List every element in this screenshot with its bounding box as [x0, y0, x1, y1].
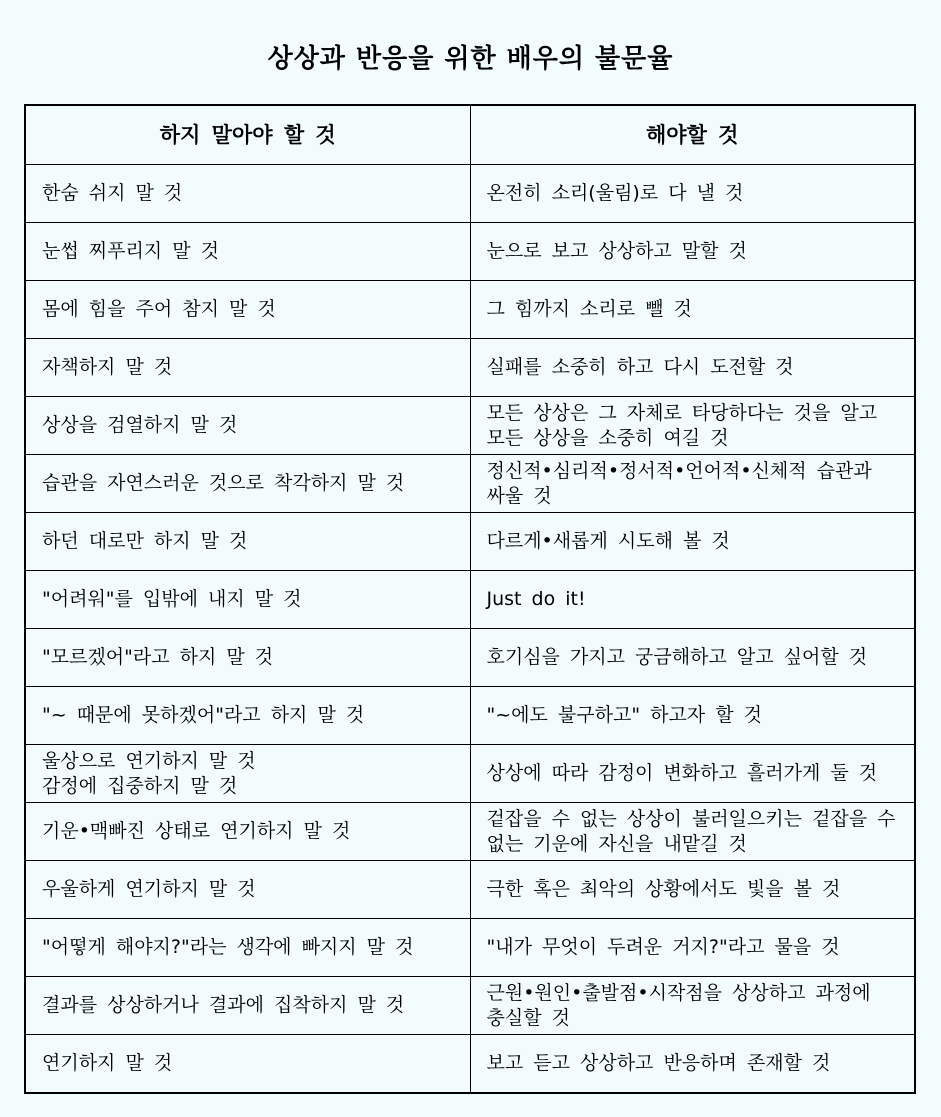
table-row [25, 803, 915, 861]
dont-cell: 기운•맥빠진 상태로 연기하지 말 것 [25, 803, 470, 861]
page-title: 상상과 반응을 위한 배우의 불문율 [267, 44, 674, 74]
do-cell: "~에도 불구하고" 하고자 할 것 [470, 687, 915, 745]
dont-cell: 눈썹 찌푸리지 말 것 [25, 223, 470, 281]
table-row [25, 1035, 915, 1094]
do-cell: 근원•원인•출발점•시작점을 상상하고 과정에 충실할 것 [470, 977, 915, 1035]
do-cell: 상상에 따라 감정이 변화하고 흘러가게 둘 것 [470, 745, 915, 803]
do-cell: 그 힘까지 소리로 뺄 것 [470, 281, 915, 339]
table-header-row [25, 105, 915, 165]
dont-cell: "어떻게 해야지?"라는 생각에 빠지지 말 것 [25, 919, 470, 977]
dont-cell: "어려워"를 입밖에 내지 말 것 [25, 571, 470, 629]
table-row [25, 513, 915, 571]
dont-cell: 하던 대로만 하지 말 것 [25, 513, 470, 571]
table-row [25, 745, 915, 803]
do-cell: 호기심을 가지고 궁금해하고 알고 싶어할 것 [470, 629, 915, 687]
dont-cell: 습관을 자연스러운 것으로 착각하지 말 것 [25, 455, 470, 513]
rules-table [24, 104, 916, 1094]
dont-cell: 몸에 힘을 주어 참지 말 것 [25, 281, 470, 339]
do-cell: 모든 상상은 그 자체로 타당하다는 것을 알고 모든 상상을 소중히 여길 것 [470, 397, 915, 455]
do-cell: Just do it! [470, 571, 915, 629]
dont-cell: "모르겠어"라고 하지 말 것 [25, 629, 470, 687]
table-row [25, 861, 915, 919]
table-row [25, 339, 915, 397]
table-row [25, 223, 915, 281]
do-cell: 겉잡을 수 없는 상상이 불러일으키는 겉잡을 수 없는 기운에 자신을 내맡길 것 [470, 803, 915, 861]
do-cell: "내가 무엇이 두려운 거지?"라고 물을 것 [470, 919, 915, 977]
dont-cell: 우울하게 연기하지 말 것 [25, 861, 470, 919]
header-dont: 하지 말아야 할 것 [25, 105, 470, 165]
do-cell: 다르게•새롭게 시도해 볼 것 [470, 513, 915, 571]
dont-cell: 한숨 쉬지 말 것 [25, 165, 470, 223]
header-do: 해야할 것 [470, 105, 915, 165]
do-cell: 실패를 소중히 하고 다시 도전할 것 [470, 339, 915, 397]
table-row [25, 281, 915, 339]
table-row [25, 165, 915, 223]
dont-cell: "~ 때문에 못하겠어"라고 하지 말 것 [25, 687, 470, 745]
table-row [25, 687, 915, 745]
table-row [25, 977, 915, 1035]
dont-cell: 울상으로 연기하지 말 것 감정에 집중하지 말 것 [25, 745, 470, 803]
dont-cell: 결과를 상상하거나 결과에 집착하지 말 것 [25, 977, 470, 1035]
table-row [25, 455, 915, 513]
do-cell: 눈으로 보고 상상하고 말할 것 [470, 223, 915, 281]
table-row [25, 919, 915, 977]
do-cell: 온전히 소리(울림)로 다 낼 것 [470, 165, 915, 223]
dont-cell: 연기하지 말 것 [25, 1035, 470, 1094]
do-cell: 정신적•심리적•정서적•언어적•신체적 습관과 싸울 것 [470, 455, 915, 513]
dont-cell: 상상을 검열하지 말 것 [25, 397, 470, 455]
do-cell: 극한 혹은 최악의 상황에서도 빛을 볼 것 [470, 861, 915, 919]
dont-cell: 자책하지 말 것 [25, 339, 470, 397]
table-row [25, 397, 915, 455]
table-row [25, 571, 915, 629]
table-row [25, 629, 915, 687]
do-cell: 보고 듣고 상상하고 반응하며 존재할 것 [470, 1035, 915, 1094]
